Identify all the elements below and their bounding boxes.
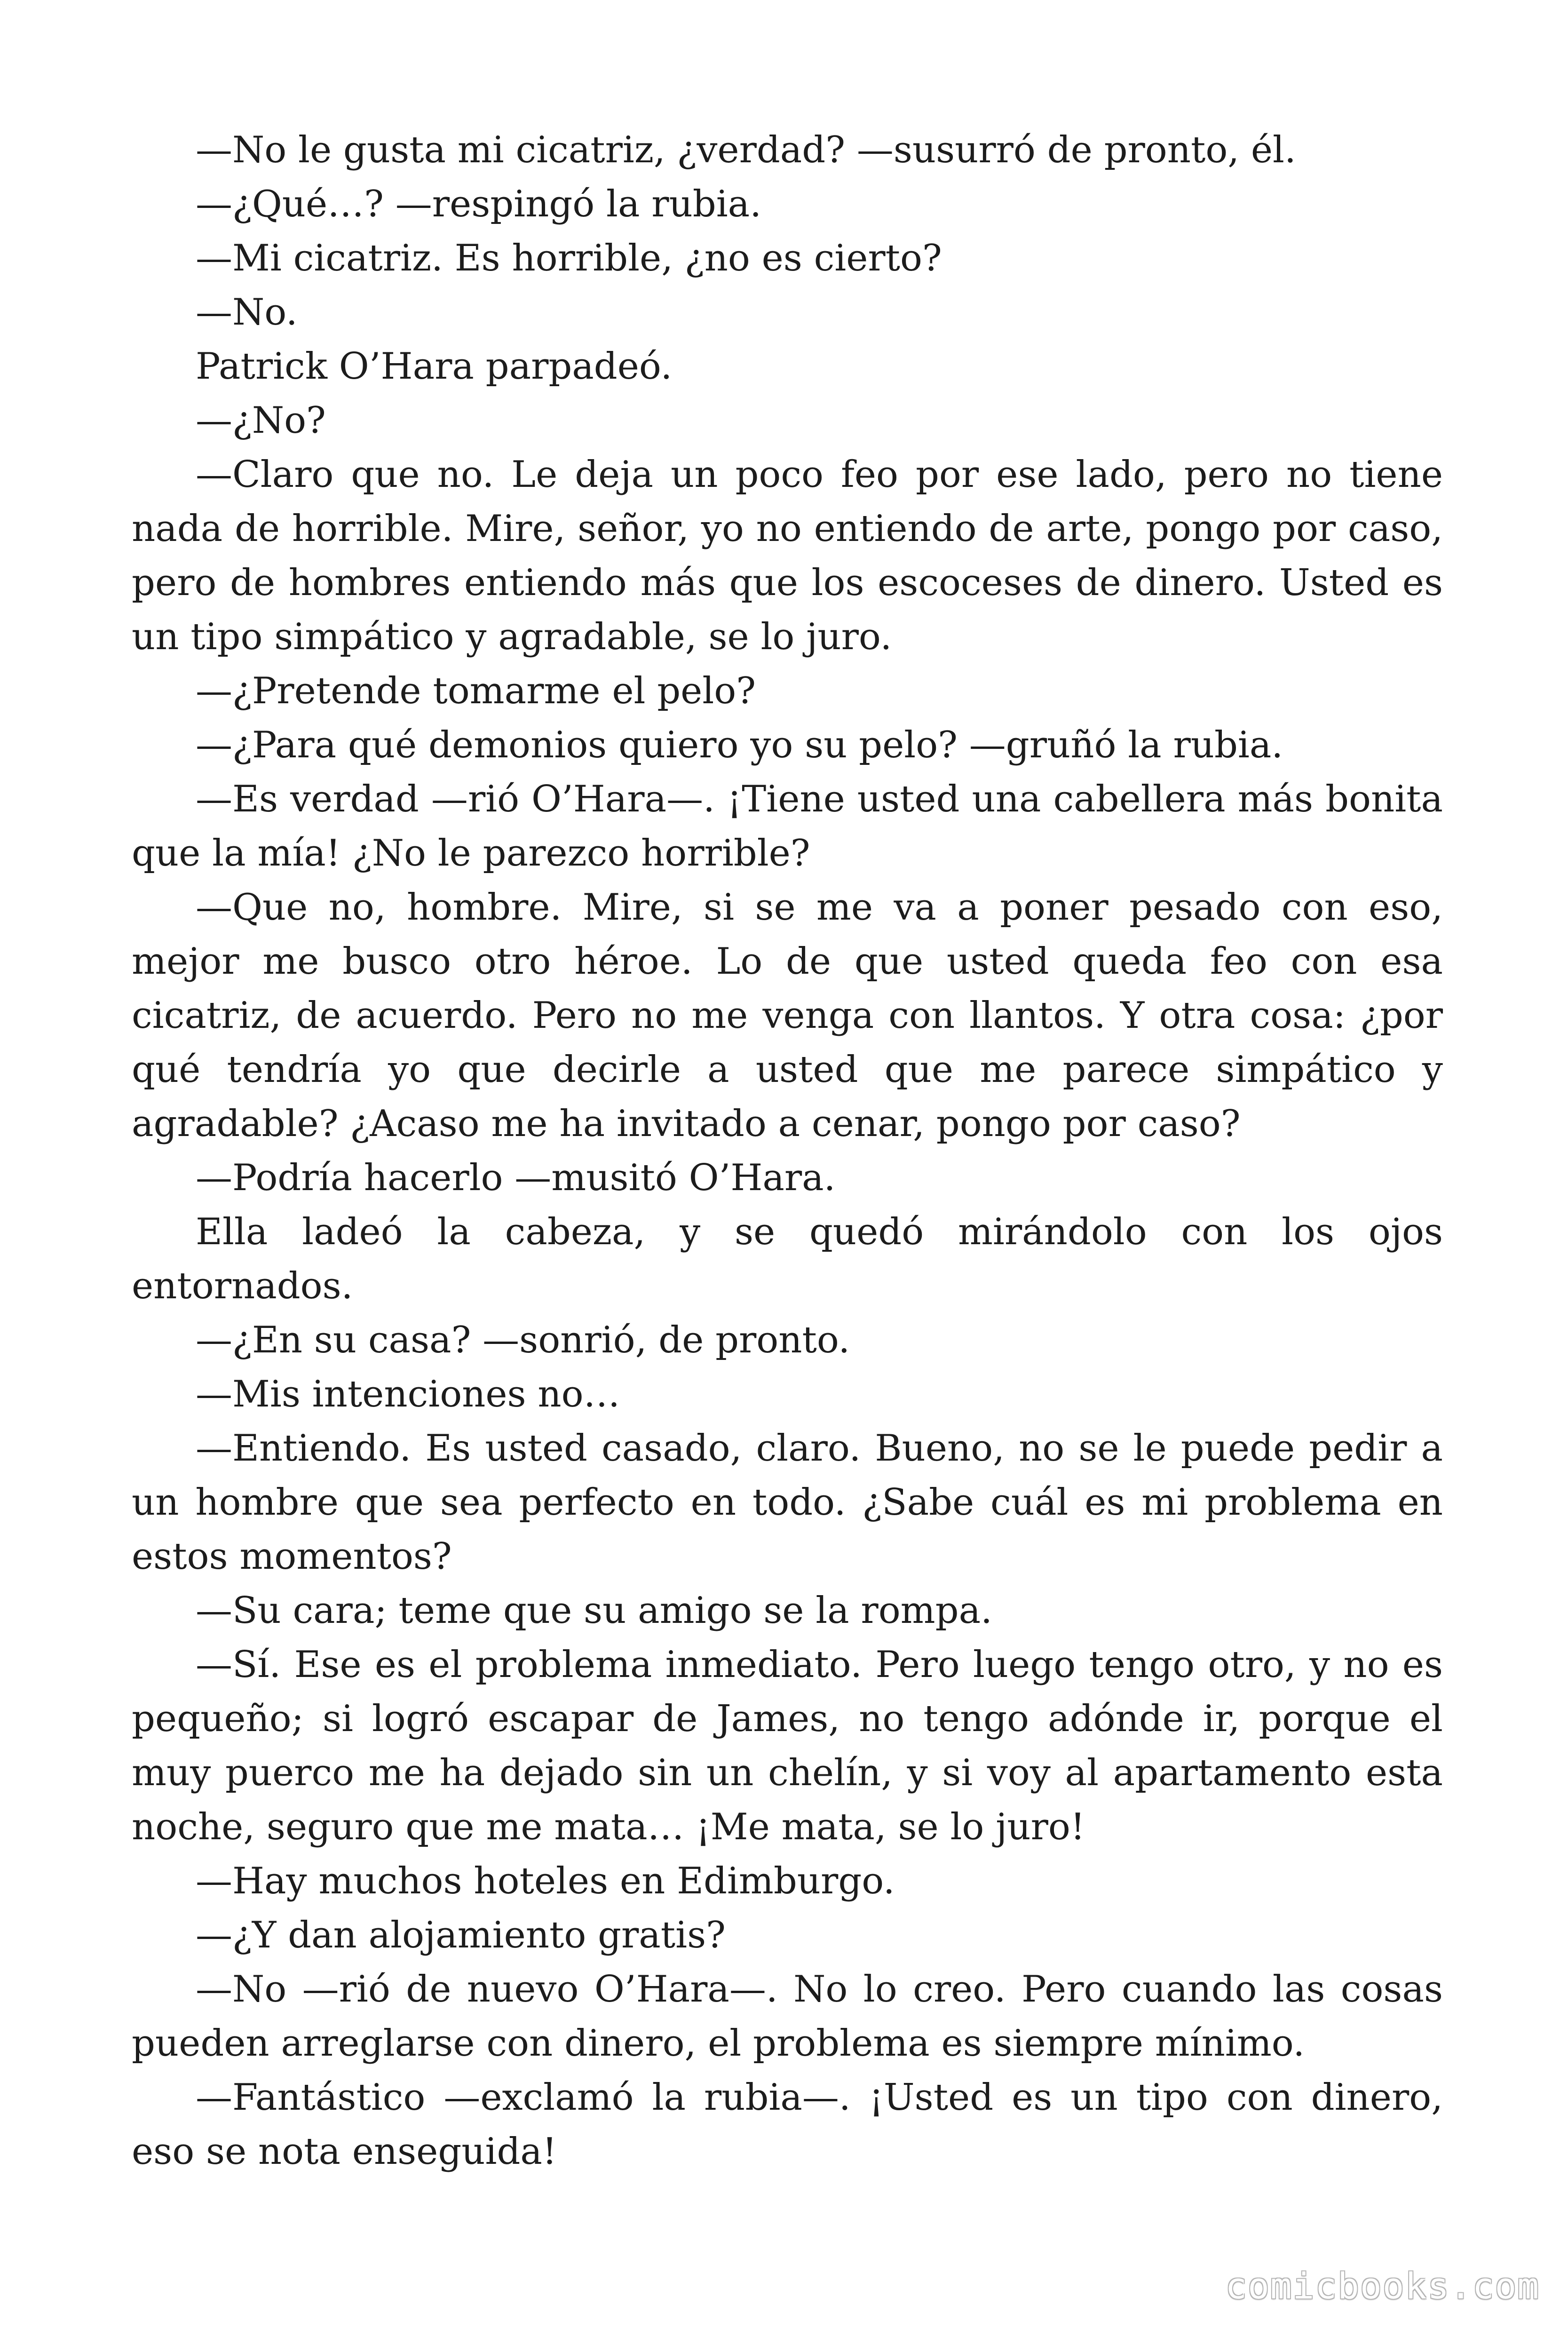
body-text: [132, 123, 1443, 2179]
paragraph: —Hay muchos hoteles en Edimburgo.: [196, 1860, 895, 1902]
paragraph: Ella ladeó la cabeza, y se quedó mirándolo con los ojos entornados.: [132, 1211, 1443, 1307]
paragraph: —¿Pretende tomarme el pelo?: [196, 670, 756, 712]
paragraph: —¿Y dan alojamiento gratis?: [196, 1914, 726, 1956]
paragraph: —Claro que no. Le deja un poco feo por ese lado, pero no tiene nada de horrible. Mire, señor, yo no entiendo de arte, pongo por caso, pero de hombres entiendo más que los escoceses de dinero. Usted es un tipo simpático y agradable, se lo juro.: [132, 453, 1443, 658]
paragraph: —No le gusta mi cicatriz, ¿verdad? —susurró de pronto, él.: [196, 129, 1296, 171]
paragraph: —Fantástico —exclamó la rubia—. ¡Usted es un tipo con dinero, eso se nota enseguida!: [132, 2076, 1443, 2173]
paragraph: —Entiendo. Es usted casado, claro. Bueno, no se le puede pedir a un hombre que sea perfecto en todo. ¿Sabe cuál es mi problema en estos momentos?: [132, 1427, 1443, 1578]
watermark: comicbooks.com: [1225, 2265, 1540, 2307]
paragraph: —Mis intenciones no…: [196, 1373, 620, 1415]
paragraph: —Es verdad —rió O’Hara—. ¡Tiene usted una cabellera más bonita que la mía! ¿No le parezco horrible?: [132, 778, 1443, 874]
paragraph: —¿En su casa? —sonrió, de pronto.: [196, 1319, 850, 1361]
paragraph: —Que no, hombre. Mire, si se me va a poner pesado con eso, mejor me busco otro héroe. Lo de que usted queda feo con esa cicatriz, de acuerdo. Pero no me venga con llantos. Y otra cosa: ¿por qué tendría yo que decirle a usted que me parece simpático y agradable? ¿Acaso me ha invitado a cenar, pongo por caso?: [132, 886, 1443, 1145]
paragraph: —¿No?: [196, 399, 326, 442]
paragraph: —No.: [196, 291, 298, 334]
paragraph: —Sí. Ese es el problema inmediato. Pero luego tengo otro, y no es pequeño; si logró escapar de James, no tengo adónde ir, porque el muy puerco me ha dejado sin un chelín, y si voy al apartamento esta noche, seguro que me mata… ¡Me mata, se lo juro!: [132, 1644, 1443, 1848]
paragraph: —¿Para qué demonios quiero yo su pelo? —gruñó la rubia.: [196, 724, 1283, 766]
paragraph: —Su cara; teme que su amigo se la rompa.: [196, 1589, 992, 1632]
paragraph: —No —rió de nuevo O’Hara—. No lo creo. Pero cuando las cosas pueden arreglarse con dinero, el problema es siempre mínimo.: [132, 1968, 1443, 2065]
paragraph: —Mi cicatriz. Es horrible, ¿no es cierto?: [196, 237, 942, 279]
paragraph: Patrick O’Hara parpadeó.: [196, 345, 673, 388]
paragraph: —Podría hacerlo —musitó O’Hara.: [196, 1157, 836, 1199]
paragraph: —¿Qué…? —respingó la rubia.: [196, 183, 761, 225]
